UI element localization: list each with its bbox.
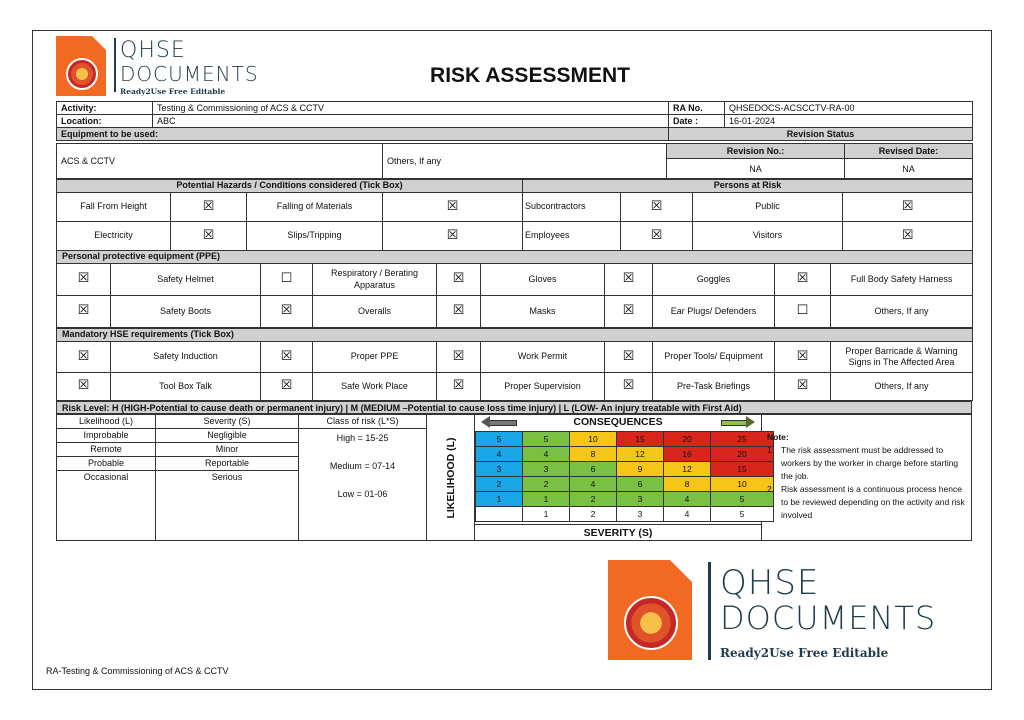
hse-title: Mandatory HSE requirements (Tick Box) [57,329,973,342]
matrix-cell: 1 [476,492,523,507]
ppe-label: Respiratory / Berating Apparatus [313,264,437,296]
matrix-cell: 4 [476,447,523,462]
matrix-cell: 5 [711,492,774,507]
risk-matrix [475,431,774,522]
hse-checkbox[interactable]: ☒ [437,342,481,373]
hse-label: Work Permit [481,342,605,373]
hse-checkbox[interactable]: ☒ [437,373,481,401]
matrix-row [476,492,774,507]
hazard-checkbox[interactable]: ☒ [383,222,523,251]
matrix-cell: 12 [664,462,711,477]
document-logo-icon [608,560,692,660]
revision-no-value: NA [667,159,845,179]
ppe-checkbox[interactable]: ☒ [775,264,831,296]
class-item: Low = 01-06 [337,489,388,499]
footer-text: RA-Testing & Commissioning of ACS & CCTV [46,666,229,676]
person-checkbox[interactable]: ☒ [843,193,973,222]
hse-label: Proper PPE [313,342,437,373]
matrix-cell: 16 [664,447,711,462]
hazard-label: Electricity [57,222,171,251]
likelihood-item: Probable [57,457,155,471]
page-title: RISK ASSESSMENT [430,64,630,87]
likelihood-item: Occasional [83,472,129,482]
ppe-checkbox[interactable]: ☒ [57,264,111,296]
brand-line1: QHSE [720,563,820,603]
matrix-cell: 2 [523,477,570,492]
date-label: Date : [669,115,725,128]
hse-checkbox[interactable]: ☒ [57,342,111,373]
hse-label: Proper Barricade & Warning Signs in The Affected Area [831,342,973,373]
matrix-cell: 3 [617,492,664,507]
matrix-cell: 8 [570,447,617,462]
brand-logo-bottom [608,560,978,664]
likelihood-item: Remote [57,443,155,457]
ppe-checkbox[interactable]: ☒ [605,296,653,328]
hazard-label: Slips/Tripping [247,222,383,251]
consequences-label: CONSEQUENCES [573,416,663,428]
matrix-cell: 2 [476,477,523,492]
ppe-checkbox[interactable]: ☐ [775,296,831,328]
matrix-cell: 5 [711,507,774,522]
brand-tagline: Ready2Use Free Editable [120,87,226,96]
risk-level-title: Risk Level: H (HIGH-Potential to cause death or permanent injury) | M (MEDIUM –Potential to cause loss time injury) | L (LOW- An injury treatable with First Aid) [56,401,972,414]
brand-tagline: Ready2Use Free Editable [720,646,889,660]
brand-line1: QHSE [120,38,186,63]
severity-item: Minor [156,443,298,457]
matrix-cell: 2 [570,507,617,522]
hazard-label: Falling of Materials [247,193,383,222]
matrix-cell: 1 [523,507,570,522]
note-item: The risk assessment must be addressed to workers by the worker in charge before starting the job. [781,445,959,481]
ppe-checkbox[interactable]: ☒ [261,296,313,328]
likelihood-axis-label: LIKELIHOOD (L) [444,436,457,519]
matrix-cell: 4 [570,477,617,492]
matrix-cell: 4 [664,507,711,522]
matrix-cell: 6 [570,462,617,477]
ppe-label: Gloves [481,264,605,296]
severity-header: Severity (S) [156,415,298,429]
matrix-cell: 12 [617,447,664,462]
brand-logo-top [56,34,276,98]
revised-date-value: NA [845,159,973,179]
ra-no-label: RA No. [669,102,725,115]
matrix-row [476,507,774,522]
ppe-label: Masks [481,296,605,328]
hse-seal-icon [66,58,98,90]
hazard-checkbox[interactable]: ☒ [383,193,523,222]
matrix-cell: 10 [711,477,774,492]
note-item: Risk assessment is a continuous process hence to be reviewed depending on the activity and risk involved [781,484,965,520]
ppe-checkbox[interactable]: ☒ [437,296,481,328]
ppe-label: Overalls [313,296,437,328]
matrix-cell: 20 [664,432,711,447]
revised-date-label: Revised Date: [845,144,973,159]
ppe-title: Personal protective equipment (PPE) [57,251,973,264]
ppe-label: Safety Boots [111,296,261,328]
matrix-cell: 15 [711,462,774,477]
ppe-label: Goggles [653,264,775,296]
ppe-label: Ear Plugs/ Defenders [653,296,775,328]
severity-axis-label: SEVERITY (S) [475,524,761,539]
hse-label: Others, If any [831,373,973,401]
hse-seal-icon [624,596,678,650]
matrix-cell: 4 [523,447,570,462]
location-value: ABC [153,115,669,128]
ppe-checkbox[interactable]: ☒ [57,296,111,328]
right-arrow-icon [721,418,755,426]
hazard-checkbox[interactable]: ☒ [171,222,247,251]
matrix-cell [476,507,523,522]
person-label: Visitors [693,222,843,251]
activity-value: Testing & Commissioning of ACS & CCTV [153,102,669,115]
hse-label: Pre-Task Briefings [653,373,775,401]
hazards-title: Potential Hazards / Conditions considered (Tick Box) [57,180,523,193]
hse-checkbox[interactable]: ☒ [775,342,831,373]
document-logo-icon [56,36,106,96]
brand-line2: DOCUMENTS [720,599,937,637]
person-checkbox[interactable]: ☒ [621,193,693,222]
matrix-row [476,477,774,492]
activity-label: Activity: [57,102,153,115]
hse-checkbox[interactable]: ☒ [775,373,831,401]
hse-label: Proper Tools/ Equipment [653,342,775,373]
severity-item: Negligible [156,429,298,443]
matrix-cell: 3 [523,462,570,477]
class-header: Class of risk (L*S) [299,415,426,429]
hse-requirements-table [56,328,973,401]
ppe-table [56,250,973,328]
location-label: Location: [57,115,153,128]
matrix-cell: 8 [664,477,711,492]
revision-no-label: Revision No.: [667,144,845,159]
hazard-label: Fall From Height [57,193,171,222]
matrix-cell: 3 [476,462,523,477]
likelihood-header: Likelihood (L) [57,415,155,429]
matrix-cell: 3 [617,507,664,522]
matrix-cell: 9 [617,462,664,477]
equipment-value: ACS & CCTV [57,144,383,179]
hse-label: Tool Box Talk [111,373,261,401]
date-value: 16-01-2024 [725,115,973,128]
brand-line2: DOCUMENTS [120,62,259,86]
hse-checkbox[interactable]: ☒ [261,342,313,373]
ppe-checkbox[interactable]: ☐ [261,264,313,296]
person-checkbox[interactable]: ☒ [621,222,693,251]
hse-label: Proper Supervision [481,373,605,401]
hse-checkbox[interactable]: ☒ [57,373,111,401]
hse-checkbox[interactable]: ☒ [605,342,653,373]
ppe-label: Full Body Safety Harness [831,264,973,296]
matrix-cell: 25 [711,432,774,447]
person-label: Employees [523,222,621,251]
matrix-row [476,447,774,462]
header-info-table [56,101,973,141]
ppe-label: Safety Helmet [111,264,261,296]
matrix-row [476,432,774,447]
likelihood-item: Improbable [57,429,155,443]
hse-label: Safety Induction [111,342,261,373]
class-item: High = 15-25 [336,433,389,443]
severity-item: Reportable [156,457,298,471]
others-value: Others, If any [383,144,667,179]
risk-section: Likelihood (L) Improbable Remote Probable Occasional Severity (S) Negligible Minor Reportable Serious Class of risk (L*S) High = 15-25 Medium = 07-14 Low = 01-06 LIKELIHOOD (L) CONSEQUENCES 5 5 10 15 20 25 4 4 8 12 16 20 3 3 6 9 12 15 2 2 4 6 8 10 1 1 2 3 4 5 1 2 3 4 5 SEVERITY (S) Note: 1. The risk assessment must be addressed to workers by the worker in charge before starting the job. 2. Risk assessment is a continuous process hence to be reviewed depending on the activity and risk involved [56,414,972,541]
notes-title: Note: [767,432,789,442]
hse-checkbox[interactable]: ☒ [261,373,313,401]
hse-label: Safe Work Place [313,373,437,401]
hse-checkbox[interactable]: ☒ [605,373,653,401]
equipment-label: Equipment to be used: [57,128,669,141]
matrix-cell: 2 [570,492,617,507]
hazards-table [56,179,973,251]
person-label: Subcontractors [523,193,621,222]
matrix-cell: 10 [570,432,617,447]
matrix-cell: 15 [617,432,664,447]
matrix-cell: 5 [476,432,523,447]
matrix-cell: 5 [523,432,570,447]
person-checkbox[interactable]: ☒ [843,222,973,251]
hazard-checkbox[interactable]: ☒ [171,193,247,222]
class-item: Medium = 07-14 [329,461,396,471]
matrix-cell: 20 [711,447,774,462]
matrix-row [476,462,774,477]
revision-status-label: Revision Status [669,128,973,141]
severity-item: Serious [211,472,243,482]
ppe-checkbox[interactable]: ☒ [437,264,481,296]
ra-no-value: QHSEDOCS-ACSCCTV-RA-00 [725,102,973,115]
matrix-cell: 4 [664,492,711,507]
equipment-table [56,143,973,179]
matrix-cell: 1 [523,492,570,507]
matrix-cell: 6 [617,477,664,492]
ppe-label: Others, If any [831,296,973,328]
ppe-checkbox[interactable]: ☒ [605,264,653,296]
persons-title: Persons at Risk [523,180,973,193]
person-label: Public [693,193,843,222]
